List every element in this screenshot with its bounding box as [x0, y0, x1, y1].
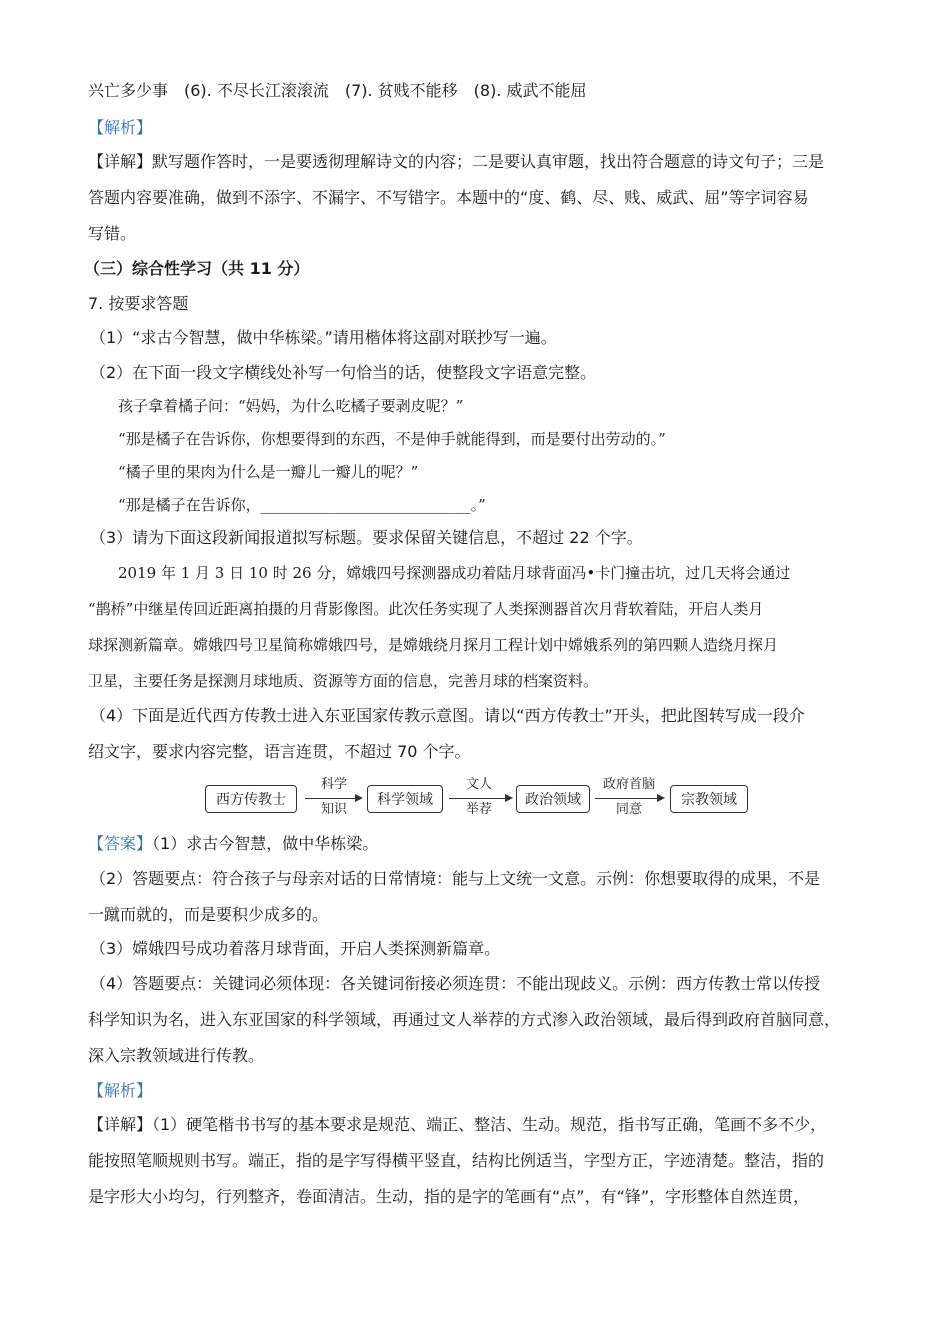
dialog-blank-line: “那是橘子在告诉你，____________________________。” [118, 496, 486, 514]
answer-text: （2）答题要点：符合孩子与母亲对话的日常情境：能与上文统一文意。示例：你想要取得的成果，不是 [90, 869, 821, 888]
detail-text: 写错。 [88, 224, 137, 243]
news-text: 卫星，主要任务是探测月球地质、资源等方面的信息，完善月球的档案资料。 [88, 672, 599, 690]
flow-diagram [205, 776, 750, 822]
dialog-line: 孩子拿着橘子问：“妈妈，为什么吃橘子要剥皮呢？” [118, 397, 464, 415]
arrow-label-bottom: 举荐 [465, 802, 492, 817]
sub-question: 绍文字，要求内容完整，语言连贯，不超过 70 个字。 [88, 742, 471, 761]
detail-text: 【详解】（1）硬笔楷书书写的基本要求是规范、端正、整洁、生动。规范，指书写正确，笔画不多不少， [88, 1115, 827, 1134]
diagram-box: 宗教领域 [670, 785, 748, 813]
detail-text: 【详解】默写题作答时，一是要透彻理解诗文的内容；二是要认真审题，找出符合题意的诗文句子；三是 [88, 152, 825, 171]
detail-text: 答题内容要准确，做到不添字、不漏字、不写错字。本题中的“度、鹤、尽、贱、威武、屈”等字词容易 [88, 188, 809, 207]
detail-text: 是字形大小均匀，行列整齐，卷面清洁。生动，指的是字的笔画有“点”，有“锋”，字形整体自然连贯， [88, 1187, 810, 1206]
answer-text: 科学知识为名，进入东亚国家的科学领域，再通过文人举荐的方式渗入政治领域，最后得到政府首脑同意， [88, 1010, 841, 1029]
answer-text: 一蹴而就的，而是要积少成多的。 [88, 905, 329, 924]
analysis-tag: 【解析】 [88, 118, 153, 137]
diagram-box: 科学领域 [367, 785, 443, 813]
answer-line-fill-in: 兴亡多少事 (6). 不尽长江滚滚流 (7). 贫贱不能移 (8). 威武不能屈 [88, 81, 587, 100]
arrow-label-top: 文人 [465, 777, 492, 792]
diagram-box: 西方传教士 [205, 785, 297, 813]
news-text: 2019 年 1 月 3 日 10 时 26 分，嫦娥四号探测器成功着陆月球背面冯•卡门撞击坑，过几天将会通过 [118, 564, 791, 582]
answer-text: （3）嫦娥四号成功着落月球背面，开启人类探测新篇章。 [90, 939, 501, 958]
answer-text: 深入宗教领域进行传教。 [88, 1046, 265, 1065]
answer-tag: 【答案】 [88, 834, 153, 853]
detail-text: 能按照笔顺规则书写。端正，指的是字写得横平竖直，结构比例适当，字型方正，字迹清楚。整洁，指的 [88, 1151, 825, 1170]
answer-text: （1）求古今智慧，做中华栋梁。 [152, 834, 379, 853]
arrow-icon [449, 798, 511, 799]
news-text: 球探测新篇章。嫦娥四号卫星简称嫦娥四号，是嫦娥绕月探月工程计划中嫦娥系列的第四颗人造绕月探月 [88, 636, 779, 654]
dialog-line: “那是橘子在告诉你，你想要得到的东西，不是伸手就能得到，而是要付出劳动的。” [118, 430, 666, 448]
answer-line [88, 833, 378, 855]
sub-question: （4）下面是近代西方传教士进入东亚国家传教示意图。请以“西方传教士”开头，把此图转写成一段介 [90, 706, 805, 725]
sub-question: （3）请为下面这段新闻报道拟写标题。要求保留关键信息，不超过 22 个字。 [90, 528, 643, 547]
answer-text: （4）答题要点：关键词必须体现：各关键词衔接必须连贯：不能出现歧义。示例：西方传教士常以传授 [90, 974, 821, 993]
dialog-line: “橘子里的果肉为什么是一瓣儿一瓣儿的呢？” [118, 463, 419, 481]
question-title: 7. 按要求答题 [88, 294, 189, 313]
analysis-tag: 【解析】 [88, 1081, 153, 1100]
arrow-icon [595, 798, 663, 799]
diagram-box: 政治领域 [516, 785, 590, 813]
arrow-label-top: 科学 [320, 777, 347, 792]
section-heading: （三）综合性学习（共 11 分） [84, 259, 310, 278]
news-text: “鹊桥”中继星传回近距离拍摄的月背影像图。此次任务实现了人类探测器首次月背软着陆，开启人类月 [88, 600, 764, 618]
sub-question: （1）“求古今智慧，做中华栋梁。”请用楷体将这副对联抄写一遍。 [90, 328, 557, 347]
arrow-label-bottom: 同意 [615, 802, 642, 817]
arrow-label-bottom: 知识 [320, 802, 347, 817]
sub-question: （2）在下面一段文字横线处补写一句恰当的话，使整段文字语意完整。 [90, 363, 597, 382]
arrow-label-top: 政府首脑 [602, 777, 655, 792]
arrow-icon [305, 798, 361, 799]
